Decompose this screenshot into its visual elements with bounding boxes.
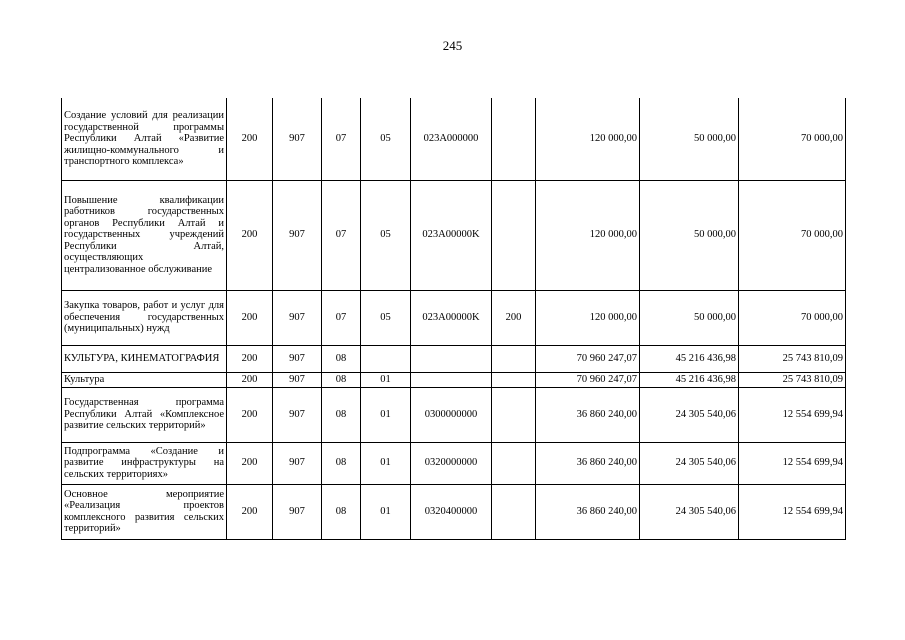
cell-code: 200 bbox=[227, 345, 273, 372]
cell-amount: 36 860 240,00 bbox=[536, 387, 640, 442]
cell-code: 05 bbox=[361, 98, 411, 180]
cell-code: 01 bbox=[361, 372, 411, 387]
cell-code: 907 bbox=[273, 372, 322, 387]
cell-code: 01 bbox=[361, 484, 411, 539]
cell-code: 01 bbox=[361, 387, 411, 442]
cell-code: 907 bbox=[273, 387, 322, 442]
cell-code: 200 bbox=[227, 98, 273, 180]
cell-code bbox=[492, 345, 536, 372]
cell-amount: 24 305 540,06 bbox=[640, 442, 739, 484]
cell-amount: 24 305 540,06 bbox=[640, 484, 739, 539]
cell-code: 200 bbox=[227, 484, 273, 539]
cell-code: 08 bbox=[322, 345, 361, 372]
cell-code: 907 bbox=[273, 98, 322, 180]
cell-amount: 25 743 810,09 bbox=[739, 345, 846, 372]
cell-amount: 120 000,00 bbox=[536, 98, 640, 180]
cell-code: 023A000000 bbox=[411, 98, 492, 180]
cell-code: 200 bbox=[227, 180, 273, 290]
cell-amount: 36 860 240,00 bbox=[536, 442, 640, 484]
cell-amount: 45 216 436,98 bbox=[640, 372, 739, 387]
cell-code bbox=[411, 372, 492, 387]
cell-code: 0320400000 bbox=[411, 484, 492, 539]
row-name: Создание условий для реализации государственной программы Республики Алтай «Развитие жилищно-коммунального и транспортного комплекса» bbox=[62, 98, 227, 180]
cell-code: 023A00000K bbox=[411, 290, 492, 345]
cell-code bbox=[492, 98, 536, 180]
table-row bbox=[62, 484, 846, 539]
cell-amount: 120 000,00 bbox=[536, 180, 640, 290]
cell-amount: 50 000,00 bbox=[640, 98, 739, 180]
cell-code bbox=[492, 180, 536, 290]
cell-code: 200 bbox=[227, 372, 273, 387]
cell-code: 907 bbox=[273, 484, 322, 539]
table-row bbox=[62, 180, 846, 290]
cell-code: 08 bbox=[322, 372, 361, 387]
cell-code: 023A00000K bbox=[411, 180, 492, 290]
cell-code bbox=[492, 442, 536, 484]
cell-code: 200 bbox=[492, 290, 536, 345]
table-row bbox=[62, 387, 846, 442]
cell-amount: 25 743 810,09 bbox=[739, 372, 846, 387]
cell-amount: 50 000,00 bbox=[640, 290, 739, 345]
row-name: Основное мероприятие «Реализация проектов комплексного развития сельских территорий» bbox=[62, 484, 227, 539]
cell-amount: 12 554 699,94 bbox=[739, 442, 846, 484]
table-row bbox=[62, 345, 846, 372]
row-name: КУЛЬТУРА, КИНЕМАТОГРАФИЯ bbox=[62, 345, 227, 372]
row-name: Закупка товаров, работ и услуг для обеспечения государственных (муниципальных) нужд bbox=[62, 290, 227, 345]
cell-code: 08 bbox=[322, 484, 361, 539]
cell-code: 05 bbox=[361, 290, 411, 345]
cell-amount: 12 554 699,94 bbox=[739, 387, 846, 442]
cell-code: 0320000000 bbox=[411, 442, 492, 484]
cell-amount: 50 000,00 bbox=[640, 180, 739, 290]
cell-amount: 36 860 240,00 bbox=[536, 484, 640, 539]
cell-code: 907 bbox=[273, 290, 322, 345]
cell-code: 200 bbox=[227, 387, 273, 442]
cell-amount: 45 216 436,98 bbox=[640, 345, 739, 372]
table-row bbox=[62, 98, 846, 180]
cell-amount: 70 960 247,07 bbox=[536, 372, 640, 387]
cell-amount: 12 554 699,94 bbox=[739, 484, 846, 539]
page-number: 245 bbox=[442, 38, 463, 53]
cell-code: 07 bbox=[322, 180, 361, 290]
cell-code bbox=[492, 372, 536, 387]
cell-code: 0300000000 bbox=[411, 387, 492, 442]
cell-code: 07 bbox=[322, 98, 361, 180]
cell-amount: 24 305 540,06 bbox=[640, 387, 739, 442]
cell-amount: 70 000,00 bbox=[739, 98, 846, 180]
cell-amount: 70 000,00 bbox=[739, 290, 846, 345]
cell-amount: 120 000,00 bbox=[536, 290, 640, 345]
cell-code: 907 bbox=[273, 180, 322, 290]
cell-code: 08 bbox=[322, 442, 361, 484]
cell-amount: 70 960 247,07 bbox=[536, 345, 640, 372]
row-name: Культура bbox=[62, 372, 227, 387]
cell-code: 907 bbox=[273, 442, 322, 484]
table-row bbox=[62, 290, 846, 345]
row-name: Государственная программа Республики Алтай «Комплексное развитие сельских территорий» bbox=[62, 387, 227, 442]
row-name: Повышение квалификации работников государственных органов Республики Алтай и государственных учреждений Республики Алтай, осуществляющих централизованное обслуживание bbox=[62, 180, 227, 290]
cell-code: 200 bbox=[227, 290, 273, 345]
table-row bbox=[62, 372, 846, 387]
cell-code: 07 bbox=[322, 290, 361, 345]
budget-table bbox=[61, 98, 846, 540]
cell-code: 05 bbox=[361, 180, 411, 290]
cell-amount: 70 000,00 bbox=[739, 180, 846, 290]
cell-code bbox=[492, 387, 536, 442]
cell-code: 01 bbox=[361, 442, 411, 484]
cell-code: 08 bbox=[322, 387, 361, 442]
cell-code bbox=[411, 345, 492, 372]
cell-code bbox=[492, 484, 536, 539]
cell-code: 200 bbox=[227, 442, 273, 484]
row-name: Подпрограмма «Создание и развитие инфраструктуры на сельских территориях» bbox=[62, 442, 227, 484]
cell-code bbox=[361, 345, 411, 372]
cell-code: 907 bbox=[273, 345, 322, 372]
table-row bbox=[62, 442, 846, 484]
